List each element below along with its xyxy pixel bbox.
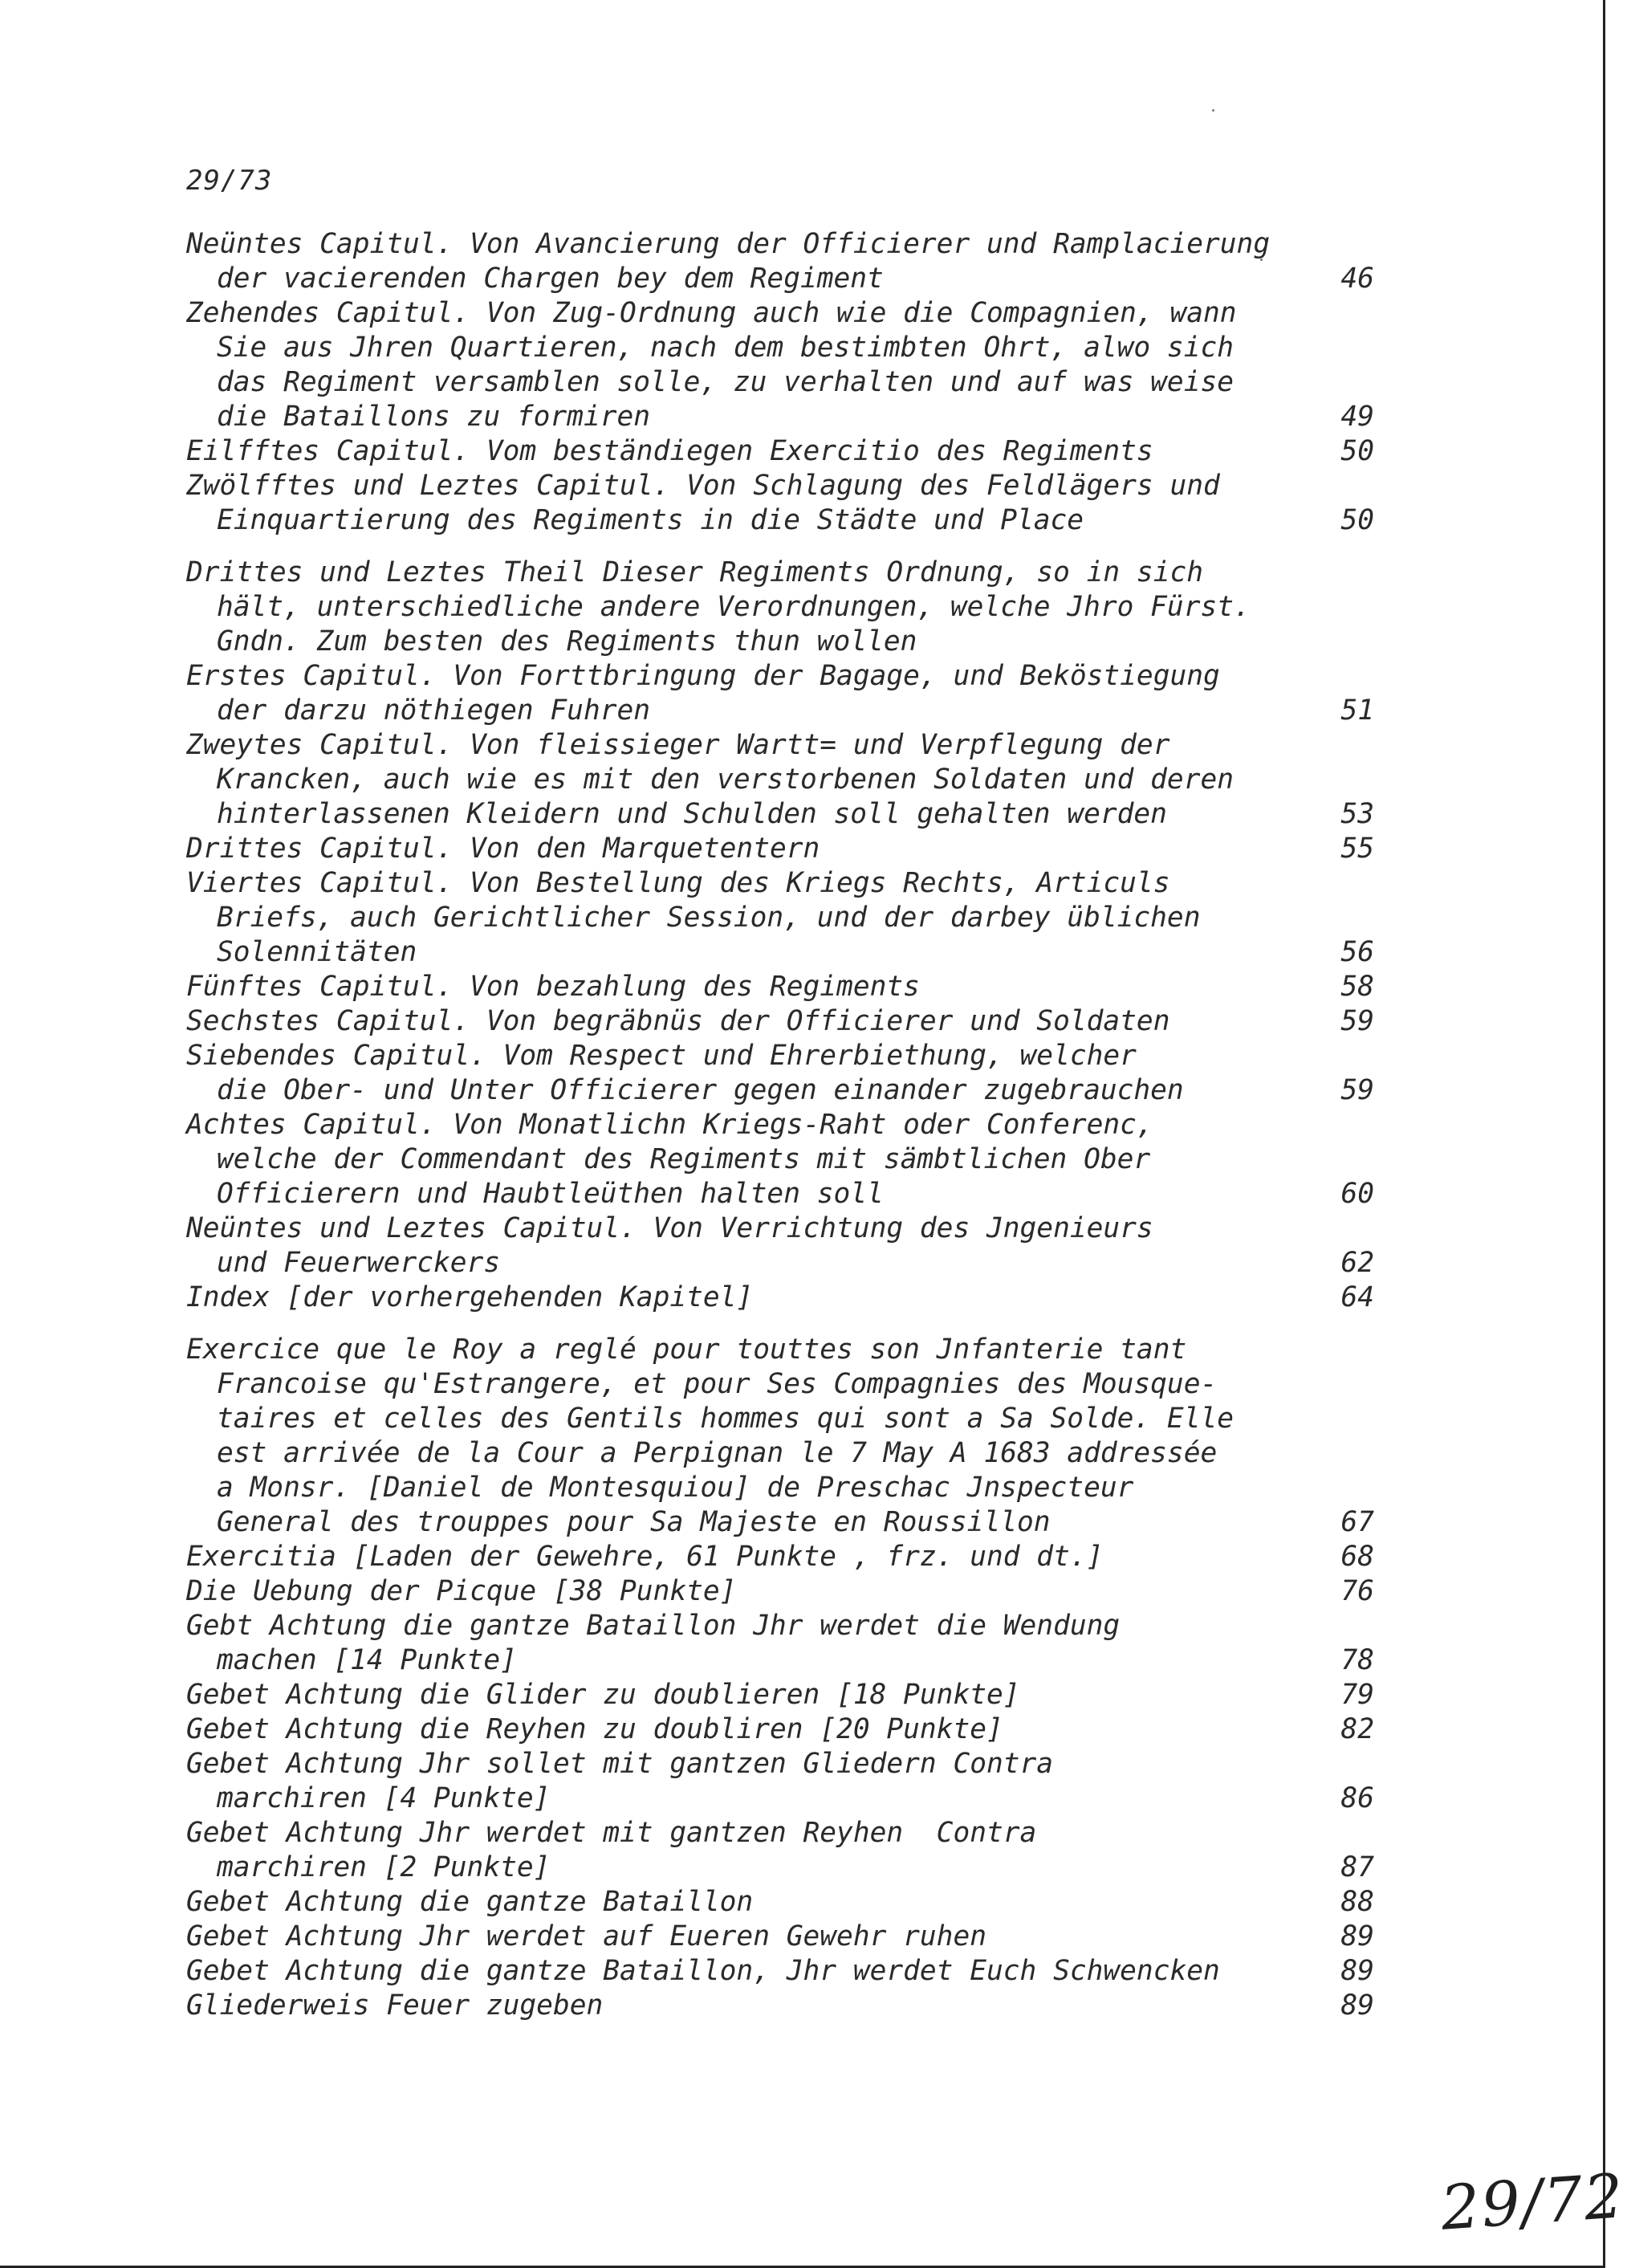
toc-entry-page-number: 53 (1340, 798, 1374, 830)
toc-entry (186, 1211, 1374, 1281)
toc-entry-page-number: 55 (1340, 833, 1374, 865)
toc-entry-line: Exercice que le Roy a reglé pour touttes son Jnfanterie tant (186, 1334, 1187, 1366)
toc-entry-line: Siebendes Capitul. Vom Respect und Ehrerbiethung, welcher (186, 1040, 1137, 1072)
toc-entry-page-number: 50 (1340, 504, 1374, 536)
toc-entry (186, 1954, 1374, 1989)
toc-entry-line: Officierern und Haubtleüthen halten soll (217, 1178, 884, 1210)
toc-entry-line: Gebet Achtung Jhr werdet auf Eueren Gewehr ruhen (186, 1920, 986, 1952)
toc-entry-line: Francoise qu'Estrangere, et pour Ses Compagnies des Mousque- (217, 1368, 1218, 1400)
toc-entry-line: welche der Commendant des Regiments mit sämbtlichen Ober (217, 1143, 1151, 1175)
toc-entry-line: Gebt Achtung die gantze Bataillon Jhr werdet die Wendung (186, 1610, 1121, 1642)
toc-entry-page-number: 46 (1340, 263, 1374, 295)
toc-entry-page-number: 89 (1340, 1989, 1374, 2022)
toc-entry-page-number: 50 (1340, 435, 1374, 467)
toc-entry-page-number: 64 (1340, 1281, 1374, 1313)
toc-entry-line: a Monsr. [Daniel de Montesquiou] de Preschac Jnspecteur (217, 1472, 1134, 1504)
toc-entry-page-number: 59 (1340, 1074, 1374, 1106)
page-edge-right (1603, 0, 1605, 2268)
toc-entry (186, 659, 1374, 728)
toc-entry (186, 1004, 1374, 1039)
toc-entry (186, 1281, 1374, 1315)
toc-entry (186, 1108, 1374, 1211)
page-number: 29/73 (186, 165, 273, 197)
toc-entry-page-number: 56 (1340, 936, 1374, 968)
toc-entry (186, 227, 1374, 296)
toc-entry-page-number: 88 (1340, 1886, 1374, 1918)
toc-entry (186, 1885, 1374, 1920)
toc-entry-line: Krancken, auch wie es mit den verstorbenen Soldaten und deren (217, 763, 1234, 796)
toc-entry-line: die Ober- und Unter Officierer gegen einander zugebrauchen (217, 1074, 1184, 1106)
toc-entry-page-number: 79 (1340, 1679, 1374, 1711)
toc-entry-page-number: 87 (1340, 1851, 1374, 1883)
toc-entry-line: Briefs, auch Gerichtlicher Session, und der darbey üblichen (217, 902, 1201, 934)
toc-entry (186, 556, 1374, 659)
toc-entry (186, 970, 1374, 1004)
toc-entry-line: machen [14 Punkte] (217, 1644, 517, 1676)
toc-entry-line: est arrivée de la Cour a Perpignan le 7 May A 1683 addressée (217, 1437, 1218, 1469)
handwritten-page-number: 29/72 (1438, 2160, 1627, 2244)
toc-entry-page-number: 86 (1340, 1782, 1374, 1814)
toc-entry-page-number: 89 (1340, 1920, 1374, 1952)
toc-entry (186, 1747, 1374, 1816)
toc-entry-line: Gebet Achtung die Glider zu doublieren [18 Punkte] (186, 1679, 1020, 1711)
toc-entry-page-number: 62 (1340, 1247, 1374, 1279)
toc-entry-line: der vacierenden Chargen bey dem Regiment (217, 263, 884, 295)
toc-entry (186, 1609, 1374, 1678)
stray-mark (1212, 109, 1214, 112)
toc-entry-line: Sechstes Capitul. Von begräbnüs der Officierer und Soldaten (186, 1005, 1170, 1037)
toc-entry-page-number: 82 (1340, 1713, 1374, 1745)
toc-entry (186, 832, 1374, 866)
toc-entry (186, 469, 1374, 538)
toc-entry-line: Gebet Achtung die gantze Bataillon (186, 1886, 754, 1918)
toc-entry-line: Gndn. Zum besten des Regiments thun wollen (217, 625, 917, 658)
toc-entry (186, 1039, 1374, 1108)
toc-entry (186, 866, 1374, 970)
toc-entry-line: General des trouppes pour Sa Majeste en Roussillon (217, 1506, 1051, 1538)
toc-entry-line: Gliederweis Feuer zugeben (186, 1989, 604, 2022)
toc-entry-line: Index [der vorhergehenden Kapitel] (186, 1281, 754, 1313)
toc-entry (186, 1920, 1374, 1954)
toc-entry-line: das Regiment versamblen solle, zu verhalten und auf was weise (217, 366, 1234, 398)
toc-entry (186, 1712, 1374, 1747)
toc-entry-line: Exercitia [Laden der Gewehre, 61 Punkte , frz. und dt.] (186, 1541, 1104, 1573)
toc-entry (186, 1989, 1374, 2023)
toc-entry-line: Neüntes Capitul. Von Avancierung der Officierer und Ramplacierung (186, 228, 1271, 260)
toc-entry (186, 1574, 1374, 1609)
toc-entry-line: hält, unterschiedliche andere Verordnungen, welche Jhro Fürst. (217, 591, 1251, 623)
toc-entry-line: Neüntes und Leztes Capitul. Von Verrichtung des Jngenieurs (186, 1212, 1153, 1244)
toc-entry (186, 1333, 1374, 1540)
toc-entry-line: Fünftes Capitul. Von bezahlung des Regiments (186, 971, 920, 1003)
toc-entry-line: Gebet Achtung Jhr sollet mit gantzen Gliedern Contra (186, 1748, 1054, 1780)
toc-entry-line: die Bataillons zu formiren (217, 401, 651, 433)
toc-entry-line: Die Uebung der Picque [38 Punkte] (186, 1575, 737, 1607)
toc-entry-line: Viertes Capitul. Von Bestellung des Kriegs Rechts, Articuls (186, 867, 1170, 899)
toc-entry-line: marchiren [4 Punkte] (217, 1782, 551, 1814)
toc-entry (186, 1816, 1374, 1885)
toc-entry-page-number: 67 (1340, 1506, 1374, 1538)
toc-entry-line: taires et celles des Gentils hommes qui sont a Sa Solde. Elle (217, 1403, 1234, 1435)
toc-entry-line: Drittes Capitul. Von den Marquetentern (186, 833, 820, 865)
toc-entry-page-number: 76 (1340, 1575, 1374, 1607)
toc-entry (186, 728, 1374, 832)
toc-entry-page-number: 89 (1340, 1955, 1374, 1987)
toc-entry (186, 296, 1374, 434)
toc-entry-page-number: 49 (1340, 401, 1374, 433)
table-of-contents (186, 227, 1374, 2023)
toc-entry-line: Zwölfftes und Leztes Capitul. Von Schlagung des Feldlägers und (186, 470, 1220, 502)
toc-entry-line: Zehendes Capitul. Von Zug-Ordnung auch wie die Compagnien, wann (186, 297, 1237, 329)
toc-entry-line: Sie aus Jhren Quartieren, nach dem bestimbten Ohrt, alwo sich (217, 332, 1234, 364)
toc-entry-line: der darzu nöthiegen Fuhren (217, 694, 651, 727)
toc-entry-line: Gebet Achtung die Reyhen zu doubliren [20 Punkte] (186, 1713, 1003, 1745)
toc-entry-line: marchiren [2 Punkte] (217, 1851, 551, 1883)
toc-entry-line: Drittes und Leztes Theil Dieser Regiments Ordnung, so in sich (186, 556, 1204, 588)
toc-entry-page-number: 60 (1340, 1178, 1374, 1210)
toc-entry-line: Zweytes Capitul. Von fleissieger Wartt= und Verpflegung der (186, 729, 1170, 761)
toc-entry-line: Eilfftes Capitul. Vom beständiegen Exercitio des Regiments (186, 435, 1153, 467)
toc-entry-page-number: 51 (1340, 694, 1374, 727)
toc-entry-line: Erstes Capitul. Von Forttbringung der Bagage, und Beköstiegung (186, 660, 1220, 692)
toc-entry-line: Gebet Achtung die gantze Bataillon, Jhr werdet Euch Schwencken (186, 1955, 1220, 1987)
toc-entry-page-number: 58 (1340, 971, 1374, 1003)
toc-entry-page-number: 59 (1340, 1005, 1374, 1037)
toc-entry (186, 1678, 1374, 1712)
toc-entry (186, 434, 1374, 469)
toc-entry-line: Einquartierung des Regiments in die Städte und Place (217, 504, 1084, 536)
toc-entry-page-number: 78 (1340, 1644, 1374, 1676)
toc-entry-line: Solennitäten (217, 936, 417, 968)
toc-entry-line: und Feuerwerckers (217, 1247, 501, 1279)
toc-entry-line: Gebet Achtung Jhr werdet mit gantzen Reyhen Contra (186, 1817, 1037, 1849)
toc-entry-line: hinterlassenen Kleidern und Schulden soll gehalten werden (217, 798, 1167, 830)
toc-entry-line: Achtes Capitul. Von Monatlichn Kriegs-Raht oder Conferenc, (186, 1109, 1153, 1141)
toc-entry (186, 1540, 1374, 1574)
toc-entry-page-number: 68 (1340, 1541, 1374, 1573)
